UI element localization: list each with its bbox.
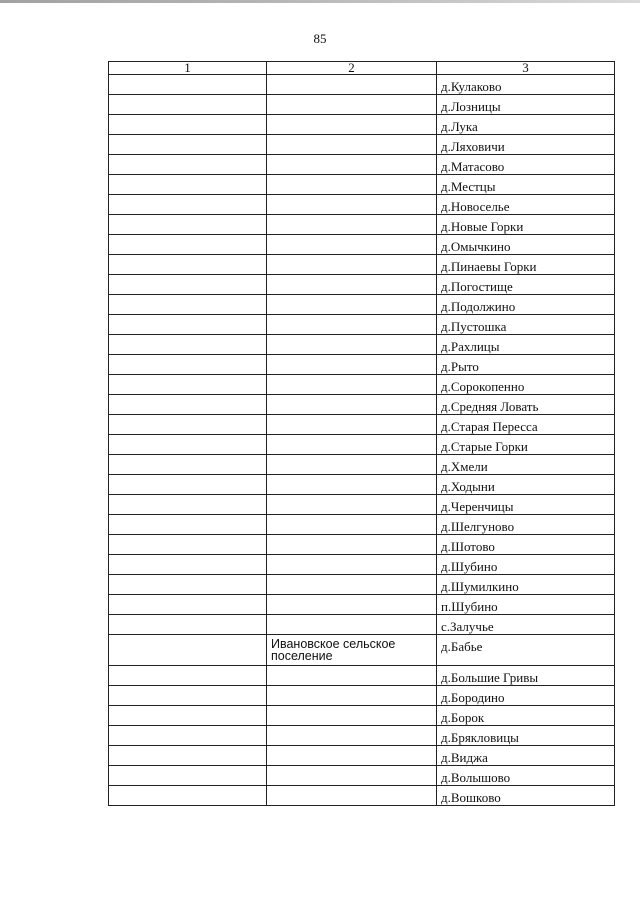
municipality-cell — [267, 475, 437, 495]
district-cell — [109, 786, 267, 806]
table-row — [109, 395, 615, 415]
district-cell — [109, 315, 267, 335]
district-cell — [109, 255, 267, 275]
settlement-cell: д.Матасово — [437, 155, 615, 175]
table-body — [109, 75, 615, 806]
municipality-cell — [267, 195, 437, 215]
column-header-2: 2 — [267, 62, 437, 75]
table-row — [109, 535, 615, 555]
settlement-cell: д.Кулаково — [437, 75, 615, 95]
settlement-cell: д.Ходыни — [437, 475, 615, 495]
table-row — [109, 275, 615, 295]
settlement-cell: д.Старая Пересса — [437, 415, 615, 435]
settlement-cell: д.Волышово — [437, 766, 615, 786]
table-row — [109, 255, 615, 275]
settlement-cell: д.Бородино — [437, 686, 615, 706]
district-cell — [109, 475, 267, 495]
table-row — [109, 515, 615, 535]
district-cell — [109, 295, 267, 315]
municipality-cell — [267, 455, 437, 475]
table-row — [109, 135, 615, 155]
settlements-table — [108, 61, 615, 806]
settlement-cell: д.Лозницы — [437, 95, 615, 115]
district-cell — [109, 495, 267, 515]
district-cell — [109, 555, 267, 575]
table-row — [109, 726, 615, 746]
settlement-cell: п.Шубино — [437, 595, 615, 615]
municipality-cell — [267, 295, 437, 315]
table-row — [109, 746, 615, 766]
municipality-cell — [267, 706, 437, 726]
settlement-cell: д.Рыто — [437, 355, 615, 375]
municipality-cell — [267, 615, 437, 635]
district-cell — [109, 375, 267, 395]
district-cell — [109, 535, 267, 555]
municipality-cell — [267, 135, 437, 155]
settlement-cell: д.Новые Горки — [437, 215, 615, 235]
settlement-cell: д.Лука — [437, 115, 615, 135]
settlement-cell: д.Борок — [437, 706, 615, 726]
settlement-cell: д.Новоселье — [437, 195, 615, 215]
district-cell — [109, 575, 267, 595]
municipality-cell — [267, 315, 437, 335]
table-row — [109, 575, 615, 595]
municipality-cell — [267, 115, 437, 135]
municipality-cell — [267, 395, 437, 415]
table-row — [109, 495, 615, 515]
municipality-cell — [267, 275, 437, 295]
table-row — [109, 766, 615, 786]
settlement-cell: д.Сорокопенно — [437, 375, 615, 395]
district-cell — [109, 115, 267, 135]
settlement-cell: д.Рахлицы — [437, 335, 615, 355]
municipality-cell — [267, 255, 437, 275]
municipality-cell — [267, 175, 437, 195]
municipality-cell — [267, 666, 437, 686]
municipality-cell — [267, 726, 437, 746]
district-cell — [109, 415, 267, 435]
table-row — [109, 95, 615, 115]
settlement-cell: д.Подолжино — [437, 295, 615, 315]
district-cell — [109, 235, 267, 255]
settlement-cell: д.Шотово — [437, 535, 615, 555]
column-header-1: 1 — [109, 62, 267, 75]
settlement-cell: д.Шубино — [437, 555, 615, 575]
municipality-cell — [267, 335, 437, 355]
municipality-cell — [267, 355, 437, 375]
table-row — [109, 455, 615, 475]
municipality-cell — [267, 515, 437, 535]
table-row — [109, 335, 615, 355]
municipality-cell — [267, 235, 437, 255]
district-cell — [109, 615, 267, 635]
district-cell — [109, 595, 267, 615]
table-row — [109, 195, 615, 215]
table-row — [109, 475, 615, 495]
table-header-row — [109, 62, 615, 75]
district-cell — [109, 746, 267, 766]
municipality-cell — [267, 575, 437, 595]
table-row — [109, 415, 615, 435]
municipality-cell — [267, 555, 437, 575]
district-cell — [109, 215, 267, 235]
settlement-cell: д.Пустошка — [437, 315, 615, 335]
table-row — [109, 155, 615, 175]
table-row — [109, 686, 615, 706]
table-row — [109, 295, 615, 315]
municipality-cell — [267, 746, 437, 766]
district-cell — [109, 706, 267, 726]
municipality-cell — [267, 375, 437, 395]
table-row — [109, 595, 615, 615]
table-row — [109, 175, 615, 195]
municipality-cell — [267, 786, 437, 806]
table-row — [109, 315, 615, 335]
scan-edge-artifact — [0, 0, 640, 3]
municipality-cell — [267, 535, 437, 555]
table-row — [109, 215, 615, 235]
district-cell — [109, 355, 267, 375]
municipality-cell — [267, 435, 437, 455]
table-row — [109, 375, 615, 395]
settlement-cell: д.Ляховичи — [437, 135, 615, 155]
settlement-cell: д.Черенчицы — [437, 495, 615, 515]
municipality-cell — [267, 766, 437, 786]
district-cell — [109, 155, 267, 175]
settlement-cell: д.Бабье — [437, 635, 615, 666]
settlement-cell: д.Брякловицы — [437, 726, 615, 746]
district-cell — [109, 135, 267, 155]
settlement-cell: д.Омычкино — [437, 235, 615, 255]
municipality-cell — [267, 95, 437, 115]
settlement-cell: д.Пинаевы Горки — [437, 255, 615, 275]
table-row — [109, 666, 615, 686]
district-cell — [109, 335, 267, 355]
district-cell — [109, 435, 267, 455]
municipality-cell — [267, 155, 437, 175]
municipality-cell — [267, 495, 437, 515]
district-cell — [109, 686, 267, 706]
municipality-cell — [267, 75, 437, 95]
municipality-cell — [267, 595, 437, 615]
table-row — [109, 615, 615, 635]
district-cell — [109, 395, 267, 415]
district-cell — [109, 726, 267, 746]
district-cell — [109, 766, 267, 786]
settlement-cell: д.Вошково — [437, 786, 615, 806]
settlement-cell: д.Большие Гривы — [437, 666, 615, 686]
table-row — [109, 435, 615, 455]
municipality-cell: Ивановское сельское поселение — [267, 635, 437, 666]
table-row — [109, 115, 615, 135]
settlement-cell: д.Погостище — [437, 275, 615, 295]
table-row — [109, 555, 615, 575]
table-row — [109, 786, 615, 806]
municipality-cell — [267, 415, 437, 435]
district-cell — [109, 515, 267, 535]
settlement-cell: д.Средняя Ловать — [437, 395, 615, 415]
district-cell — [109, 635, 267, 666]
table-row — [109, 75, 615, 95]
district-cell — [109, 75, 267, 95]
column-header-3: 3 — [437, 62, 615, 75]
district-cell — [109, 95, 267, 115]
municipality-cell — [267, 686, 437, 706]
district-cell — [109, 666, 267, 686]
district-cell — [109, 455, 267, 475]
table-row — [109, 635, 615, 666]
settlement-cell: д.Шелгуново — [437, 515, 615, 535]
table-row — [109, 355, 615, 375]
settlement-cell: с.Залучье — [437, 615, 615, 635]
table-row — [109, 235, 615, 255]
settlement-cell: д.Хмели — [437, 455, 615, 475]
settlement-cell: д.Местцы — [437, 175, 615, 195]
settlement-cell: д.Шумилкино — [437, 575, 615, 595]
district-cell — [109, 195, 267, 215]
municipality-cell — [267, 215, 437, 235]
district-cell — [109, 175, 267, 195]
page-number: 85 — [313, 31, 327, 46]
district-cell — [109, 275, 267, 295]
settlement-cell: д.Старые Горки — [437, 435, 615, 455]
settlement-cell: д.Виджа — [437, 746, 615, 766]
table-row — [109, 706, 615, 726]
